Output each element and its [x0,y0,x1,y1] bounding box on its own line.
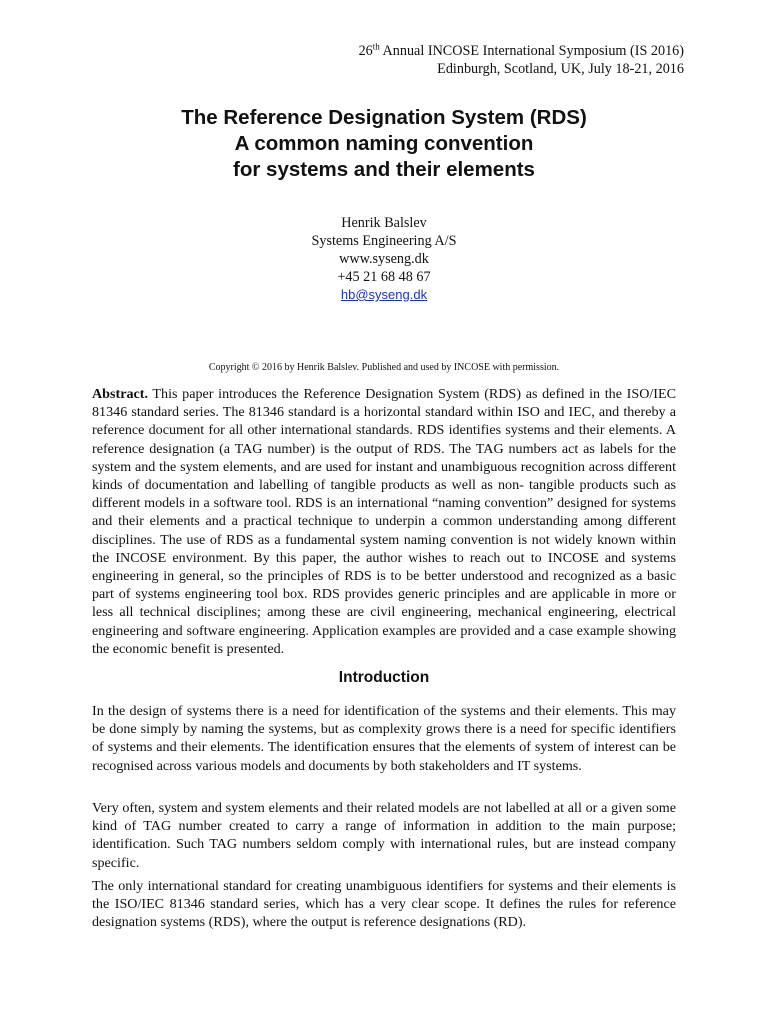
author-name: Henrik Balslev [341,215,427,231]
author-company: Systems Engineering A/S [311,233,457,249]
author-block [0,214,768,304]
conference-header [359,42,684,78]
intro-paragraph-2: Very often, system and system elements and their related models are not labelled at all or a given some kind of TAG number created to carry a range of information in addition to the main purpose; identification. Such TAG numbers seldom comply with international rules, but are instead company specific. [92,800,676,871]
title-line-2: A common naming convention [234,132,534,155]
conference-line-1: 26th Annual INCOSE International Symposium (IS 2016) [358,41,684,59]
abstract-label: Abstract. [92,386,148,402]
copyright-notice: Copyright © 2016 by Henrik Balslev. Published and used by INCOSE with permission. [208,362,560,373]
intro-paragraph-1: In the design of systems there is a need for identification of the systems and their elements. This may be done simply by naming the systems, but as complexity grows there is a need for specific identifiers of systems and their elements. The identification ensures that the elements of system of interest can be recognised across various models and documents by both stakeholders and IT systems. [92,703,676,774]
abstract-paragraph [92,385,676,658]
paper-title [0,105,768,183]
title-line-3: for systems and their elements [233,158,535,181]
author-phone: +45 21 68 48 67 [337,269,431,285]
conference-line-2: Edinburgh, Scotland, UK, July 18-21, 2016 [437,61,684,77]
title-line-1: The Reference Designation System (RDS) [181,106,587,129]
abstract-text: This paper introduces the Reference Designation System (RDS) as defined in the ISO/IEC 81346 standard series. The 81346 standard is a horizontal standard within ISO and IEC, and thereby a reference document for all other international standards. RDS identifies systems and their elements. A reference designation (a TAG number) is the output of RDS. The TAG numbers act as labels for the system and the system elements, and are used for instant and unambiguous recognition across different kinds of documentation and labelling of tangible products as well as non- tangible products such as different models in a software tool. RDS is an international “naming convention” designed for systems and their elements and a practical technique to underpin a common understanding among different disciplines. The use of RDS as a fundamental system naming convention is not widely known within the INCOSE environment. By this paper, the author wishes to reach out to INCOSE and systems engineering in general, so the principles of RDS is to be better understood and recognized as a basic part of systems engineering tool box. RDS provides generic principles and are applicable in more or less all technical disciplines; among these are civil engineering, mechanical engineering, electrical engineering and software engineering. Application examples are provided and a case example showing the economic benefit is presented. [92,386,676,657]
intro-paragraph-3: The only international standard for creating unambiguous identifiers for systems and their elements is the ISO/IEC 81346 standard series, which has a very clear scope. It defines the rules for reference designation systems (RDS), where the output is reference designations (RD). [92,878,676,931]
author-email-link[interactable]: hb@syseng.dk [340,287,428,302]
author-website: www.syseng.dk [339,251,429,267]
section-heading-introduction: Introduction [338,669,430,686]
